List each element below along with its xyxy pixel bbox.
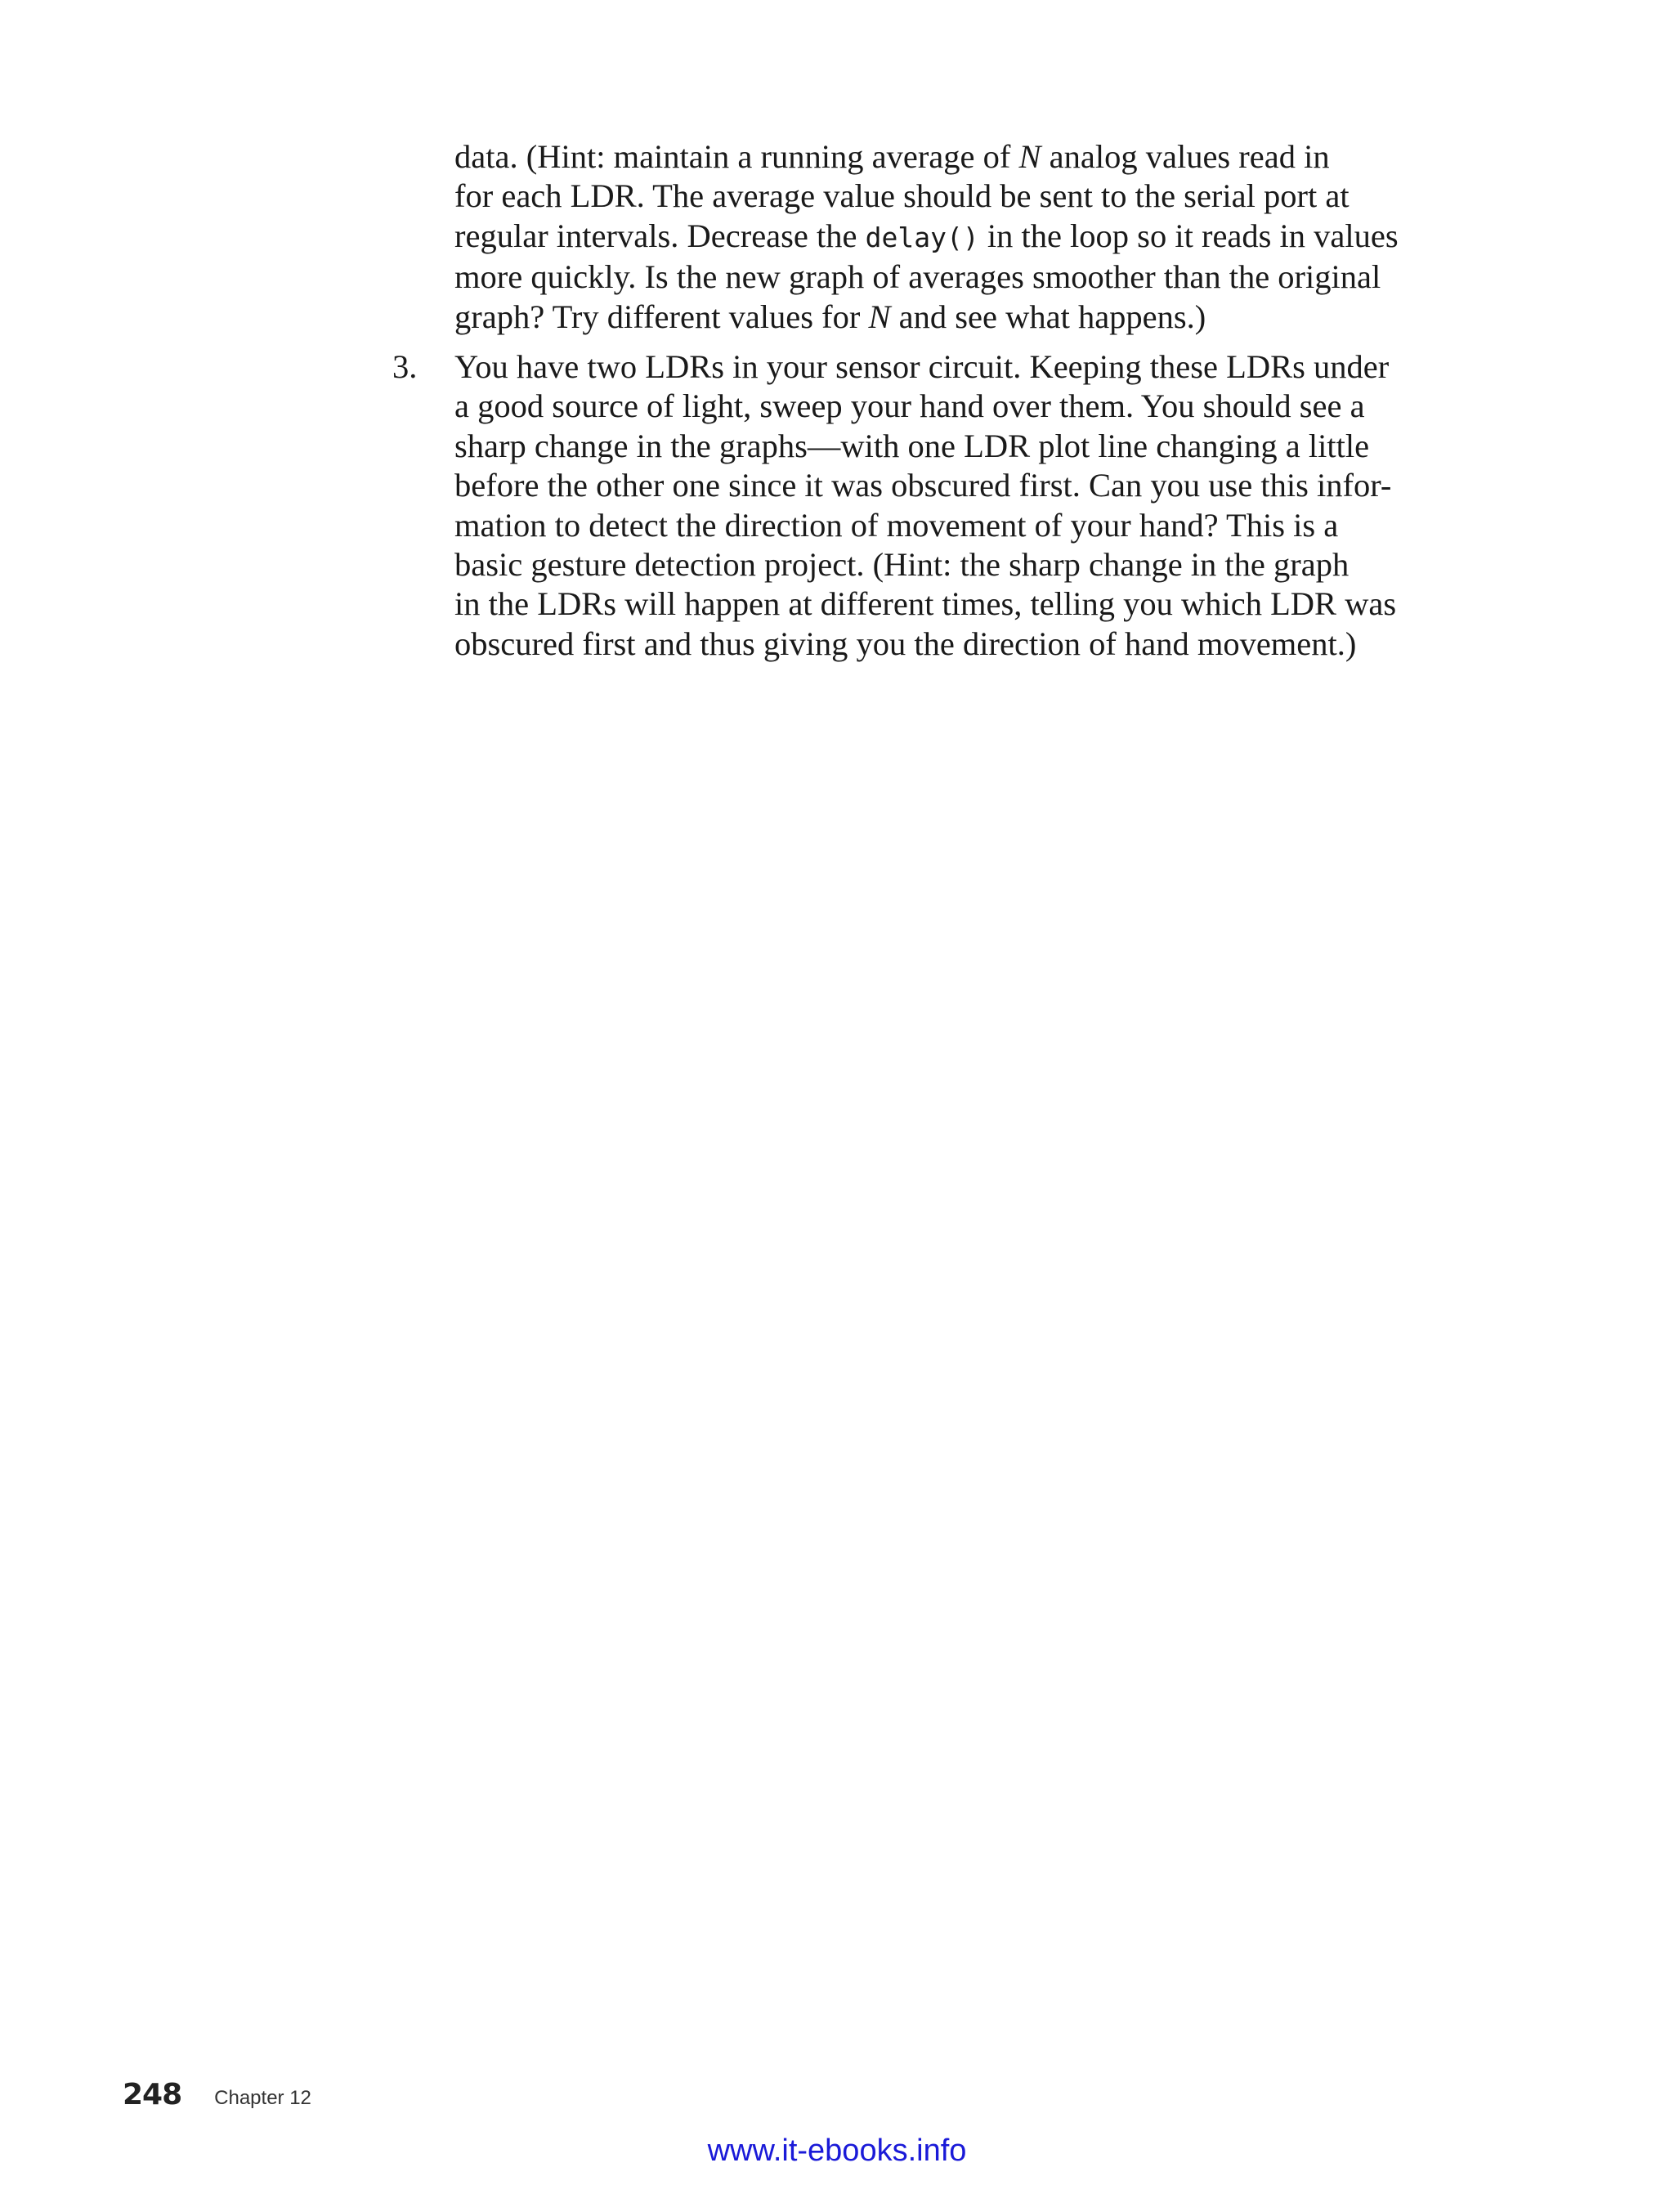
text-line: for each LDR. The average value should be sent to the serial port at — [454, 177, 1349, 215]
text-line: sharp change in the graphs—with one LDR plot line changing a little — [454, 427, 1370, 464]
text-line: more quickly. Is the new graph of averages smoother than the original — [454, 258, 1381, 296]
variable-n: N — [1018, 138, 1041, 175]
variable-n: N — [868, 298, 891, 335]
text-line: in the LDRs will happen at different times, telling you which LDR was — [454, 585, 1397, 623]
page-number: 248 — [123, 2078, 182, 2111]
text-line: before the other one since it was obscured first. Can you use this infor- — [454, 467, 1392, 504]
text-line: You have two LDRs in your sensor circuit. Keeping these LDRs under — [454, 348, 1390, 386]
page-footer — [123, 2078, 311, 2111]
watermark-link[interactable]: www.it-ebooks.info — [707, 2134, 967, 2168]
text-line: obscured first and thus giving you the direction of hand movement.) — [454, 625, 1357, 662]
text-line: regular intervals. Decrease the delay() in the loop so it reads in values — [454, 217, 1399, 254]
text-line: data. (Hint: maintain a running average of N analog values read in — [454, 138, 1330, 175]
list-item-3 — [392, 347, 1493, 664]
body-text — [392, 137, 1493, 664]
inline-code-delay: delay() — [865, 221, 979, 253]
chapter-label: Chapter 12 — [214, 2087, 311, 2109]
hint-paragraph-continuation — [454, 137, 1493, 337]
text-line: mation to detect the direction of movement of your hand? This is a — [454, 506, 1339, 544]
text-line: graph? Try different values for N and see what happens.) — [454, 298, 1206, 335]
text-line: a good source of light, sweep your hand over them. You should see a — [454, 387, 1365, 425]
list-number: 3. — [392, 348, 418, 386]
text-line: basic gesture detection project. (Hint: the sharp change in the graph — [454, 546, 1349, 584]
